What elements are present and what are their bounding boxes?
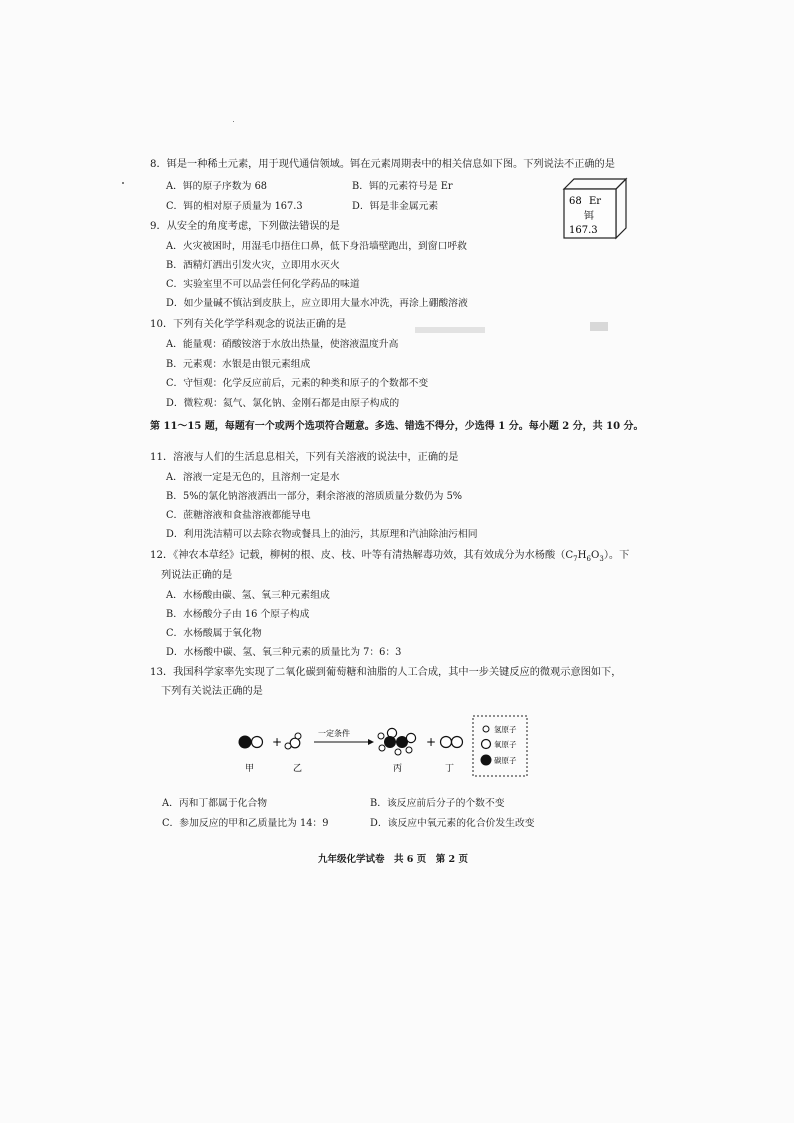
q11-stem: 11．溶液与人们的生活息息相关，下列有关溶液的说法中，正确的是 bbox=[150, 452, 459, 463]
plus-sign: + bbox=[272, 735, 283, 749]
q13-option-a[interactable]: A．丙和丁都属于化合物 bbox=[162, 798, 268, 809]
element-number: 68 bbox=[569, 196, 582, 207]
q13-stem-cont: 下列有关说法正确的是 bbox=[161, 686, 263, 697]
q13-stem: 13．我国科学家率先实现了二氧化碳到葡萄糖和油脂的人工合成，其中一步关键反应的微观示意图如下， bbox=[150, 667, 622, 678]
element-name: 铒 bbox=[584, 211, 594, 222]
element-mass: 167.3 bbox=[569, 225, 598, 236]
q8-option-c[interactable]: C．铒的相对原子质量为 167.3 bbox=[166, 201, 303, 212]
q8-option-b[interactable]: B．铒的元素符号是 Er bbox=[352, 181, 453, 192]
legend-hydrogen-icon bbox=[483, 726, 489, 732]
q8-stem: 8．铒是一种稀土元素，用于现代通信领域。铒在元素周期表中的相关信息如下图。下列说法不正确的是 bbox=[150, 159, 615, 170]
q9-option-d[interactable]: D．如少量碱不慎沾到皮肤上，应立即用大量水冲洗，再涂上硼酸溶液 bbox=[166, 298, 468, 309]
q11-option-b[interactable]: B．5%的氯化钠溶液洒出一部分，剩余溶液的溶质质量分数仍为 5% bbox=[166, 491, 463, 502]
q12-option-d[interactable]: D．水杨酸中碳、氢、氧三种元素的质量比为 7：6：3 bbox=[166, 647, 402, 658]
legend-oxygen-icon bbox=[482, 740, 491, 749]
hydrogen-atom bbox=[395, 749, 401, 755]
q13-option-b[interactable]: B．该反应前后分子的个数不变 bbox=[370, 798, 505, 809]
q11-option-d[interactable]: D．利用洗洁精可以去除衣物或餐具上的油污，其原理和汽油除油污相同 bbox=[166, 529, 478, 540]
reaction-diagram bbox=[230, 712, 540, 784]
q13-option-d[interactable]: D．该反应中氧元素的化合价发生改变 bbox=[370, 818, 535, 829]
q9-option-b[interactable]: B．酒精灯洒出引发火灾，立即用水灭火 bbox=[166, 260, 340, 271]
q9-stem: 9．从安全的角度考虑，下列做法错误的是 bbox=[150, 221, 340, 232]
q12-option-c[interactable]: C．水杨酸属于氧化物 bbox=[166, 628, 262, 639]
show-through-mark bbox=[415, 327, 485, 333]
legend-oxygen: 氧原子 bbox=[494, 740, 517, 749]
element-tile bbox=[560, 176, 632, 240]
reaction-condition: 一定条件 bbox=[318, 729, 350, 738]
hydrogen-atom bbox=[378, 733, 384, 739]
carbon-atom bbox=[384, 736, 396, 748]
oxygen-atom bbox=[406, 733, 415, 742]
label-yi: 乙 bbox=[293, 764, 303, 774]
oxygen-atom bbox=[452, 737, 463, 748]
q11-option-c[interactable]: C．蔗糖溶液和食盐溶液都能导电 bbox=[166, 510, 311, 521]
label-jia: 甲 bbox=[245, 764, 255, 774]
q10-option-b[interactable]: B．元素观：水银是由银元素组成 bbox=[166, 359, 311, 370]
q11-option-a[interactable]: A．溶液一定是无色的，且溶剂一定是水 bbox=[166, 472, 340, 483]
plus-sign: + bbox=[426, 735, 437, 749]
page-footer: 九年级化学试卷 共 6 页 第 2 页 bbox=[318, 854, 468, 865]
element-symbol: Er bbox=[589, 196, 602, 207]
q12-stem-cont: 列说法正确的是 bbox=[161, 570, 233, 581]
scan-speck bbox=[122, 182, 124, 184]
carbon-atom bbox=[239, 736, 252, 749]
hydrogen-atom bbox=[295, 733, 301, 739]
q10-option-d[interactable]: D．微粒观：氦气、氯化钠、金刚石都是由原子构成的 bbox=[166, 398, 400, 409]
scan-speck bbox=[233, 121, 234, 122]
q12-stem: 12．《神农本草经》记载，柳树的根、皮、枝、叶等有清热解毒功效，其有效成分为水杨酸$(C_7H_6O_3)$。下 bbox=[150, 550, 630, 564]
section-instruction: 第 11～15 题，每题有一个或两个选项符合题意。多选、错选不得分，少选得 1 分。每小题 2 分，共 10 分。 bbox=[150, 421, 644, 432]
q10-option-c[interactable]: C．守恒观：化学反应前后，元素的种类和原子的个数都不变 bbox=[166, 378, 429, 389]
oxygen-atom bbox=[290, 738, 300, 748]
q10-stem: 10．下列有关化学学科观念的说法正确的是 bbox=[150, 319, 347, 330]
hydrogen-atom bbox=[285, 743, 291, 749]
q9-option-a[interactable]: A．火灾被困时，用湿毛巾捂住口鼻，低下身沿墙壁跑出，到窗口呼救 bbox=[166, 241, 467, 252]
oxygen-atom bbox=[252, 737, 263, 748]
hydrogen-atom bbox=[379, 745, 385, 751]
q12-option-b[interactable]: B．水杨酸分子由 16 个原子构成 bbox=[166, 609, 310, 620]
q9-option-c[interactable]: C．实验室里不可以品尝任何化学药品的味道 bbox=[166, 279, 360, 290]
show-through-mark bbox=[590, 322, 608, 331]
label-bing: 丙 bbox=[393, 764, 403, 774]
q13-option-c[interactable]: C．参加反应的甲和乙质量比为 14：9 bbox=[162, 818, 329, 829]
oxygen-atom bbox=[441, 737, 452, 748]
hydrogen-atom bbox=[406, 747, 412, 753]
legend-carbon-icon bbox=[481, 755, 492, 766]
q12-option-a[interactable]: A．水杨酸由碳、氢、氧三种元素组成 bbox=[166, 590, 330, 601]
legend-carbon: 碳原子 bbox=[494, 756, 517, 765]
q8-option-a[interactable]: A．铒的原子序数为 68 bbox=[166, 181, 268, 192]
label-ding: 丁 bbox=[445, 764, 455, 774]
legend-hydrogen: 氢原子 bbox=[494, 725, 517, 734]
q10-option-a[interactable]: A．能量观：硝酸铵溶于水放出热量，使溶液温度升高 bbox=[166, 339, 399, 350]
q8-option-d[interactable]: D．铒是非金属元素 bbox=[352, 201, 439, 212]
